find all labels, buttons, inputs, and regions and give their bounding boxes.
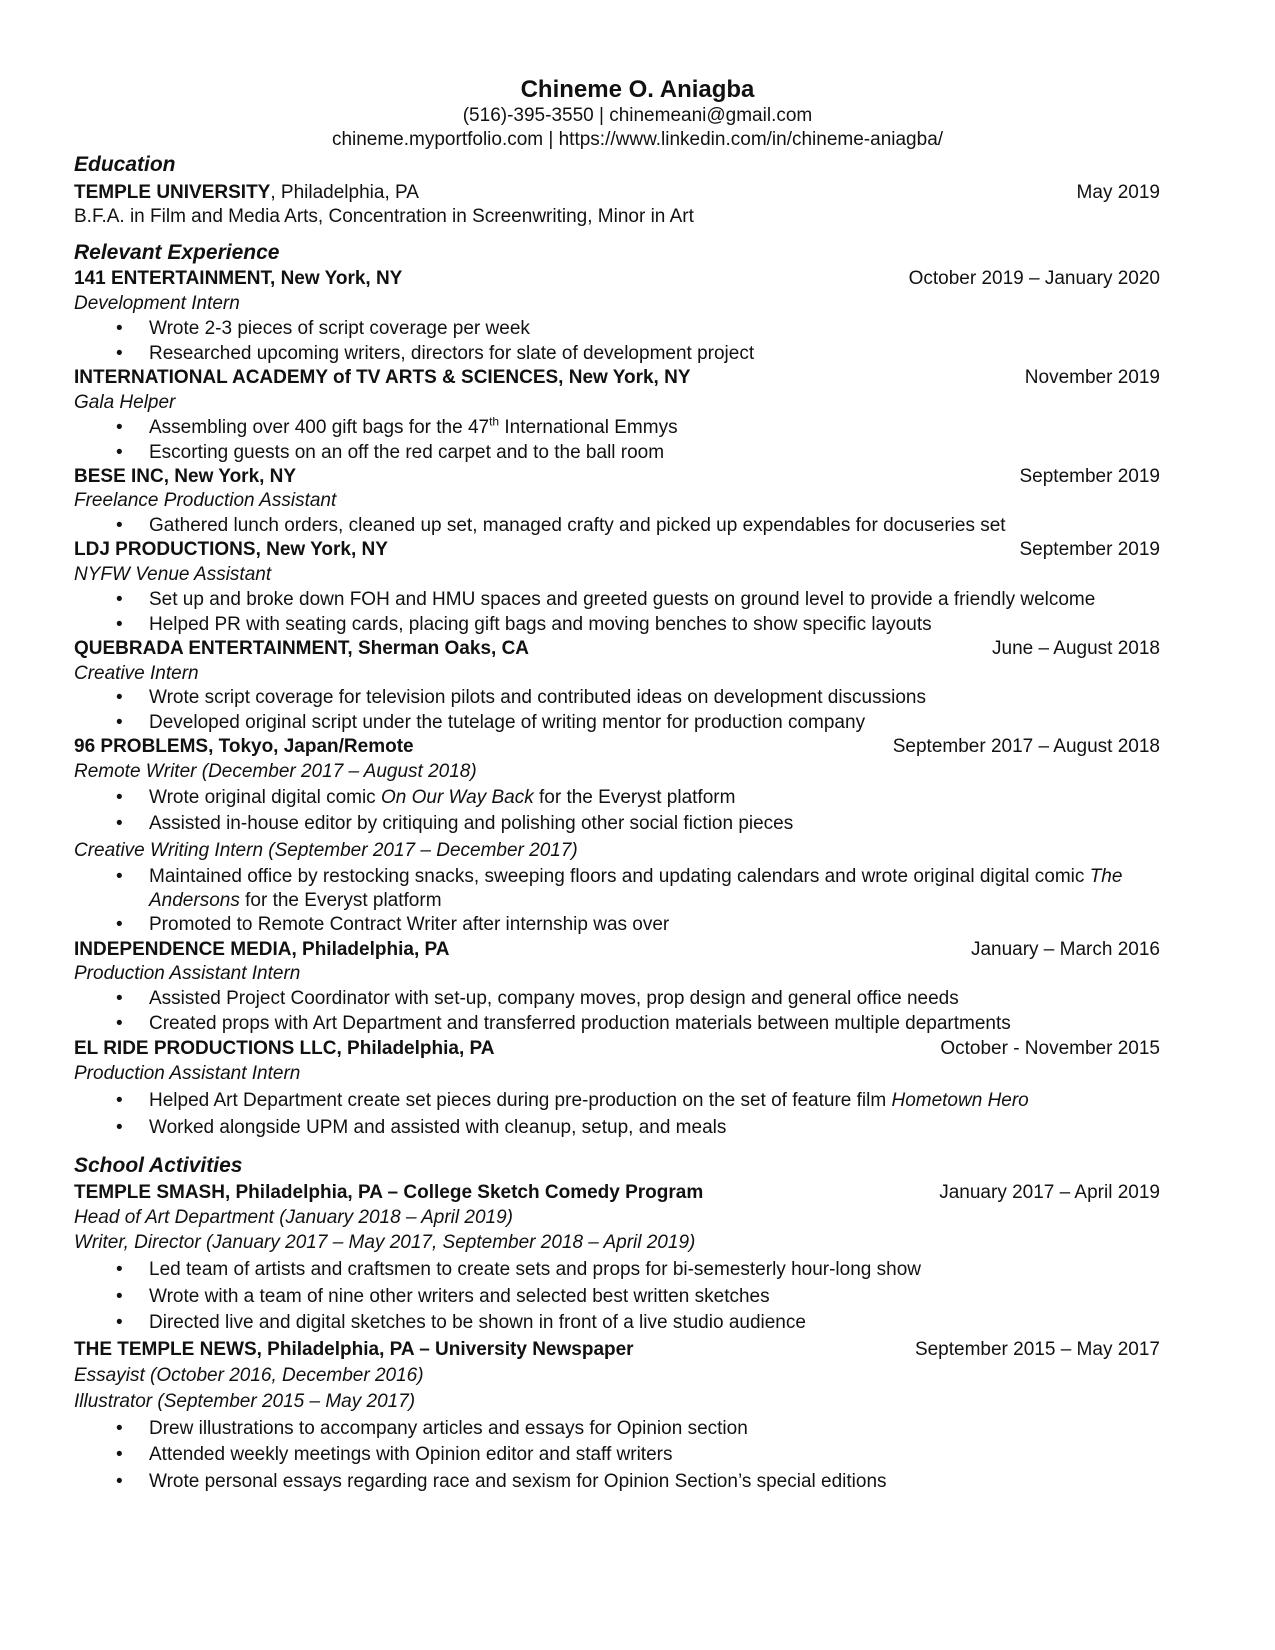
school-location: , Philadelphia, PA: [270, 182, 419, 203]
job-bullet: Gathered lunch orders, cleaned up set, managed crafty and picked up expendables for docuseries set: [149, 515, 1006, 536]
bullet-icon: •: [116, 442, 123, 463]
bullet-icon: •: [116, 1117, 123, 1138]
job-bullet: Set up and broke down FOH and HMU spaces and greeted guests on ground level to provide a friendly welcome: [149, 589, 1096, 610]
comic-title: The: [1089, 866, 1123, 887]
bullet-icon: •: [116, 866, 123, 887]
job-date: September 2019: [1019, 539, 1160, 560]
activity-date: September 2015 – May 2017: [914, 1339, 1160, 1360]
job-role: Remote Writer (December 2017 – August 2018): [74, 761, 477, 782]
activity-org: THE TEMPLE NEWS, Philadelphia, PA – University Newspaper: [74, 1339, 634, 1360]
job-bullet: Promoted to Remote Contract Writer after internship was over: [149, 914, 670, 935]
job-org: LDJ PRODUCTIONS, New York, NY: [74, 539, 388, 560]
bullet-icon: •: [116, 1312, 123, 1333]
job-date: September 2017 – August 2018: [892, 736, 1160, 757]
bullet-icon: •: [116, 1286, 123, 1307]
bullet-icon: •: [116, 988, 123, 1009]
film-title: Hometown Hero: [891, 1090, 1029, 1111]
job-bullet: Wrote script coverage for television pilots and contributed ideas on development discussions: [149, 687, 926, 708]
job-date: September 2019: [1019, 466, 1160, 487]
activity-bullet: Led team of artists and craftsmen to create sets and props for bi-semesterly hour-long show: [149, 1259, 921, 1280]
bullet-icon: •: [116, 1418, 123, 1439]
activity-role: Writer, Director (January 2017 – May 2017, September 2018 – April 2019): [74, 1232, 696, 1253]
activity-bullet: Wrote with a team of nine other writers and selected best written sketches: [149, 1286, 770, 1307]
bullet-icon: •: [116, 515, 123, 536]
job-role: Gala Helper: [74, 392, 176, 413]
job-org: QUEBRADA ENTERTAINMENT, Sherman Oaks, CA: [74, 638, 530, 659]
job-bullet: Wrote 2-3 pieces of script coverage per week: [149, 318, 530, 339]
activity-bullet: Wrote personal essays regarding race and sexism for Opinion Section’s special editions: [149, 1471, 887, 1492]
job-bullet-continued: Andersons for the Everyst platform: [149, 890, 442, 911]
bullet-icon: •: [116, 1444, 123, 1465]
job-org: INDEPENDENCE MEDIA, Philadelphia, PA: [74, 939, 450, 960]
bullet-icon: •: [116, 318, 123, 339]
education-degree: B.F.A. in Film and Media Arts, Concentration in Screenwriting, Minor in Art: [74, 206, 694, 227]
job-role: Creative Writing Intern (September 2017 – December 2017): [74, 840, 578, 861]
job-date: October 2019 – January 2020: [908, 268, 1160, 289]
bullet-icon: •: [116, 914, 123, 935]
job-date: June – August 2018: [992, 638, 1160, 659]
job-bullet: Researched upcoming writers, directors for slate of development project: [149, 343, 755, 364]
bullet-icon: •: [116, 813, 123, 834]
bullet-icon: •: [116, 712, 123, 733]
bullet-icon: •: [116, 1013, 123, 1034]
activity-date: January 2017 – April 2019: [939, 1182, 1160, 1203]
job-bullet: Assembling over 400 gift bags for the 47th International Emmys: [149, 414, 678, 438]
job-role: Production Assistant Intern: [74, 963, 301, 984]
job-bullet: Escorting guests on an off the red carpet and to the ball room: [149, 442, 665, 463]
job-org: EL RIDE PRODUCTIONS LLC, Philadelphia, PA: [74, 1038, 495, 1059]
job-org: 141 ENTERTAINMENT, New York, NY: [74, 268, 403, 289]
superscript: th: [489, 414, 500, 429]
activity-role: Illustrator (September 2015 – May 2017): [74, 1391, 416, 1412]
job-bullet: Assisted in-house editor by critiquing and polishing other social fiction pieces: [149, 813, 794, 834]
job-role: Freelance Production Assistant: [74, 490, 337, 511]
job-bullet: Maintained office by restocking snacks, sweeping floors and updating calendars and wrote original digital comic The: [149, 866, 1123, 887]
job-role: Development Intern: [74, 293, 240, 314]
bullet-icon: •: [116, 1090, 123, 1111]
bullet-icon: •: [116, 787, 123, 808]
education-date: May 2019: [1076, 182, 1160, 203]
activity-bullet: Attended weekly meetings with Opinion editor and staff writers: [149, 1444, 673, 1465]
job-bullet: Wrote original digital comic On Our Way Back for the Everyst platform: [149, 787, 736, 808]
job-org: BESE INC, New York, NY: [74, 466, 297, 487]
job-bullet: Helped Art Department create set pieces during pre-production on the set of feature film Hometown Hero: [149, 1090, 1029, 1111]
bullet-icon: •: [116, 1259, 123, 1280]
resume-name: Chineme O. Aniagba: [520, 76, 755, 103]
job-role: Production Assistant Intern: [74, 1063, 301, 1084]
section-heading-experience: Relevant Experience: [74, 241, 280, 264]
job-role: Creative Intern: [74, 663, 199, 684]
job-bullet: Created props with Art Department and transferred production materials between multiple departments: [149, 1013, 1011, 1034]
activity-role: Head of Art Department (January 2018 – April 2019): [74, 1207, 513, 1228]
job-date: November 2019: [1024, 367, 1160, 388]
bullet-icon: •: [116, 687, 123, 708]
section-heading-education: Education: [74, 153, 176, 176]
job-bullet: Developed original script under the tutelage of writing mentor for production company: [149, 712, 866, 733]
contact-portfolio-linkedin: chineme.myportfolio.com | https://www.linkedin.com/in/chineme-aniagba/: [331, 129, 944, 150]
activity-org: TEMPLE SMASH, Philadelphia, PA – College Sketch Comedy Program: [74, 1182, 704, 1203]
job-bullet: Assisted Project Coordinator with set-up, company moves, prop design and general office needs: [149, 988, 959, 1009]
section-heading-activities: School Activities: [74, 1154, 243, 1177]
job-role: NYFW Venue Assistant: [74, 564, 272, 585]
bullet-icon: •: [116, 614, 123, 635]
activity-role: Essayist (October 2016, December 2016): [74, 1365, 424, 1386]
bullet-icon: •: [116, 1471, 123, 1492]
job-date: October - November 2015: [940, 1038, 1160, 1059]
bullet-icon: •: [116, 589, 123, 610]
activity-bullet: Directed live and digital sketches to be shown in front of a live studio audience: [149, 1312, 806, 1333]
comic-title: Andersons: [149, 890, 240, 911]
school-name: TEMPLE UNIVERSITY: [74, 182, 271, 203]
education-school: [74, 181, 419, 205]
job-bullet: Helped PR with seating cards, placing gift bags and moving benches to show specific layouts: [149, 614, 932, 635]
job-bullet: Worked alongside UPM and assisted with cleanup, setup, and meals: [149, 1117, 727, 1138]
bullet-icon: •: [116, 417, 123, 438]
job-date: January – March 2016: [970, 939, 1160, 960]
activity-bullet: Drew illustrations to accompany articles and essays for Opinion section: [149, 1418, 748, 1439]
job-org: 96 PROBLEMS, Tokyo, Japan/Remote: [74, 736, 414, 757]
job-org: INTERNATIONAL ACADEMY of TV ARTS & SCIENCES, New York, NY: [74, 367, 691, 388]
bullet-icon: •: [116, 343, 123, 364]
contact-phone-email: (516)-395-3550 | chinemeani@gmail.com: [462, 105, 813, 126]
comic-title: On Our Way Back: [380, 787, 534, 808]
